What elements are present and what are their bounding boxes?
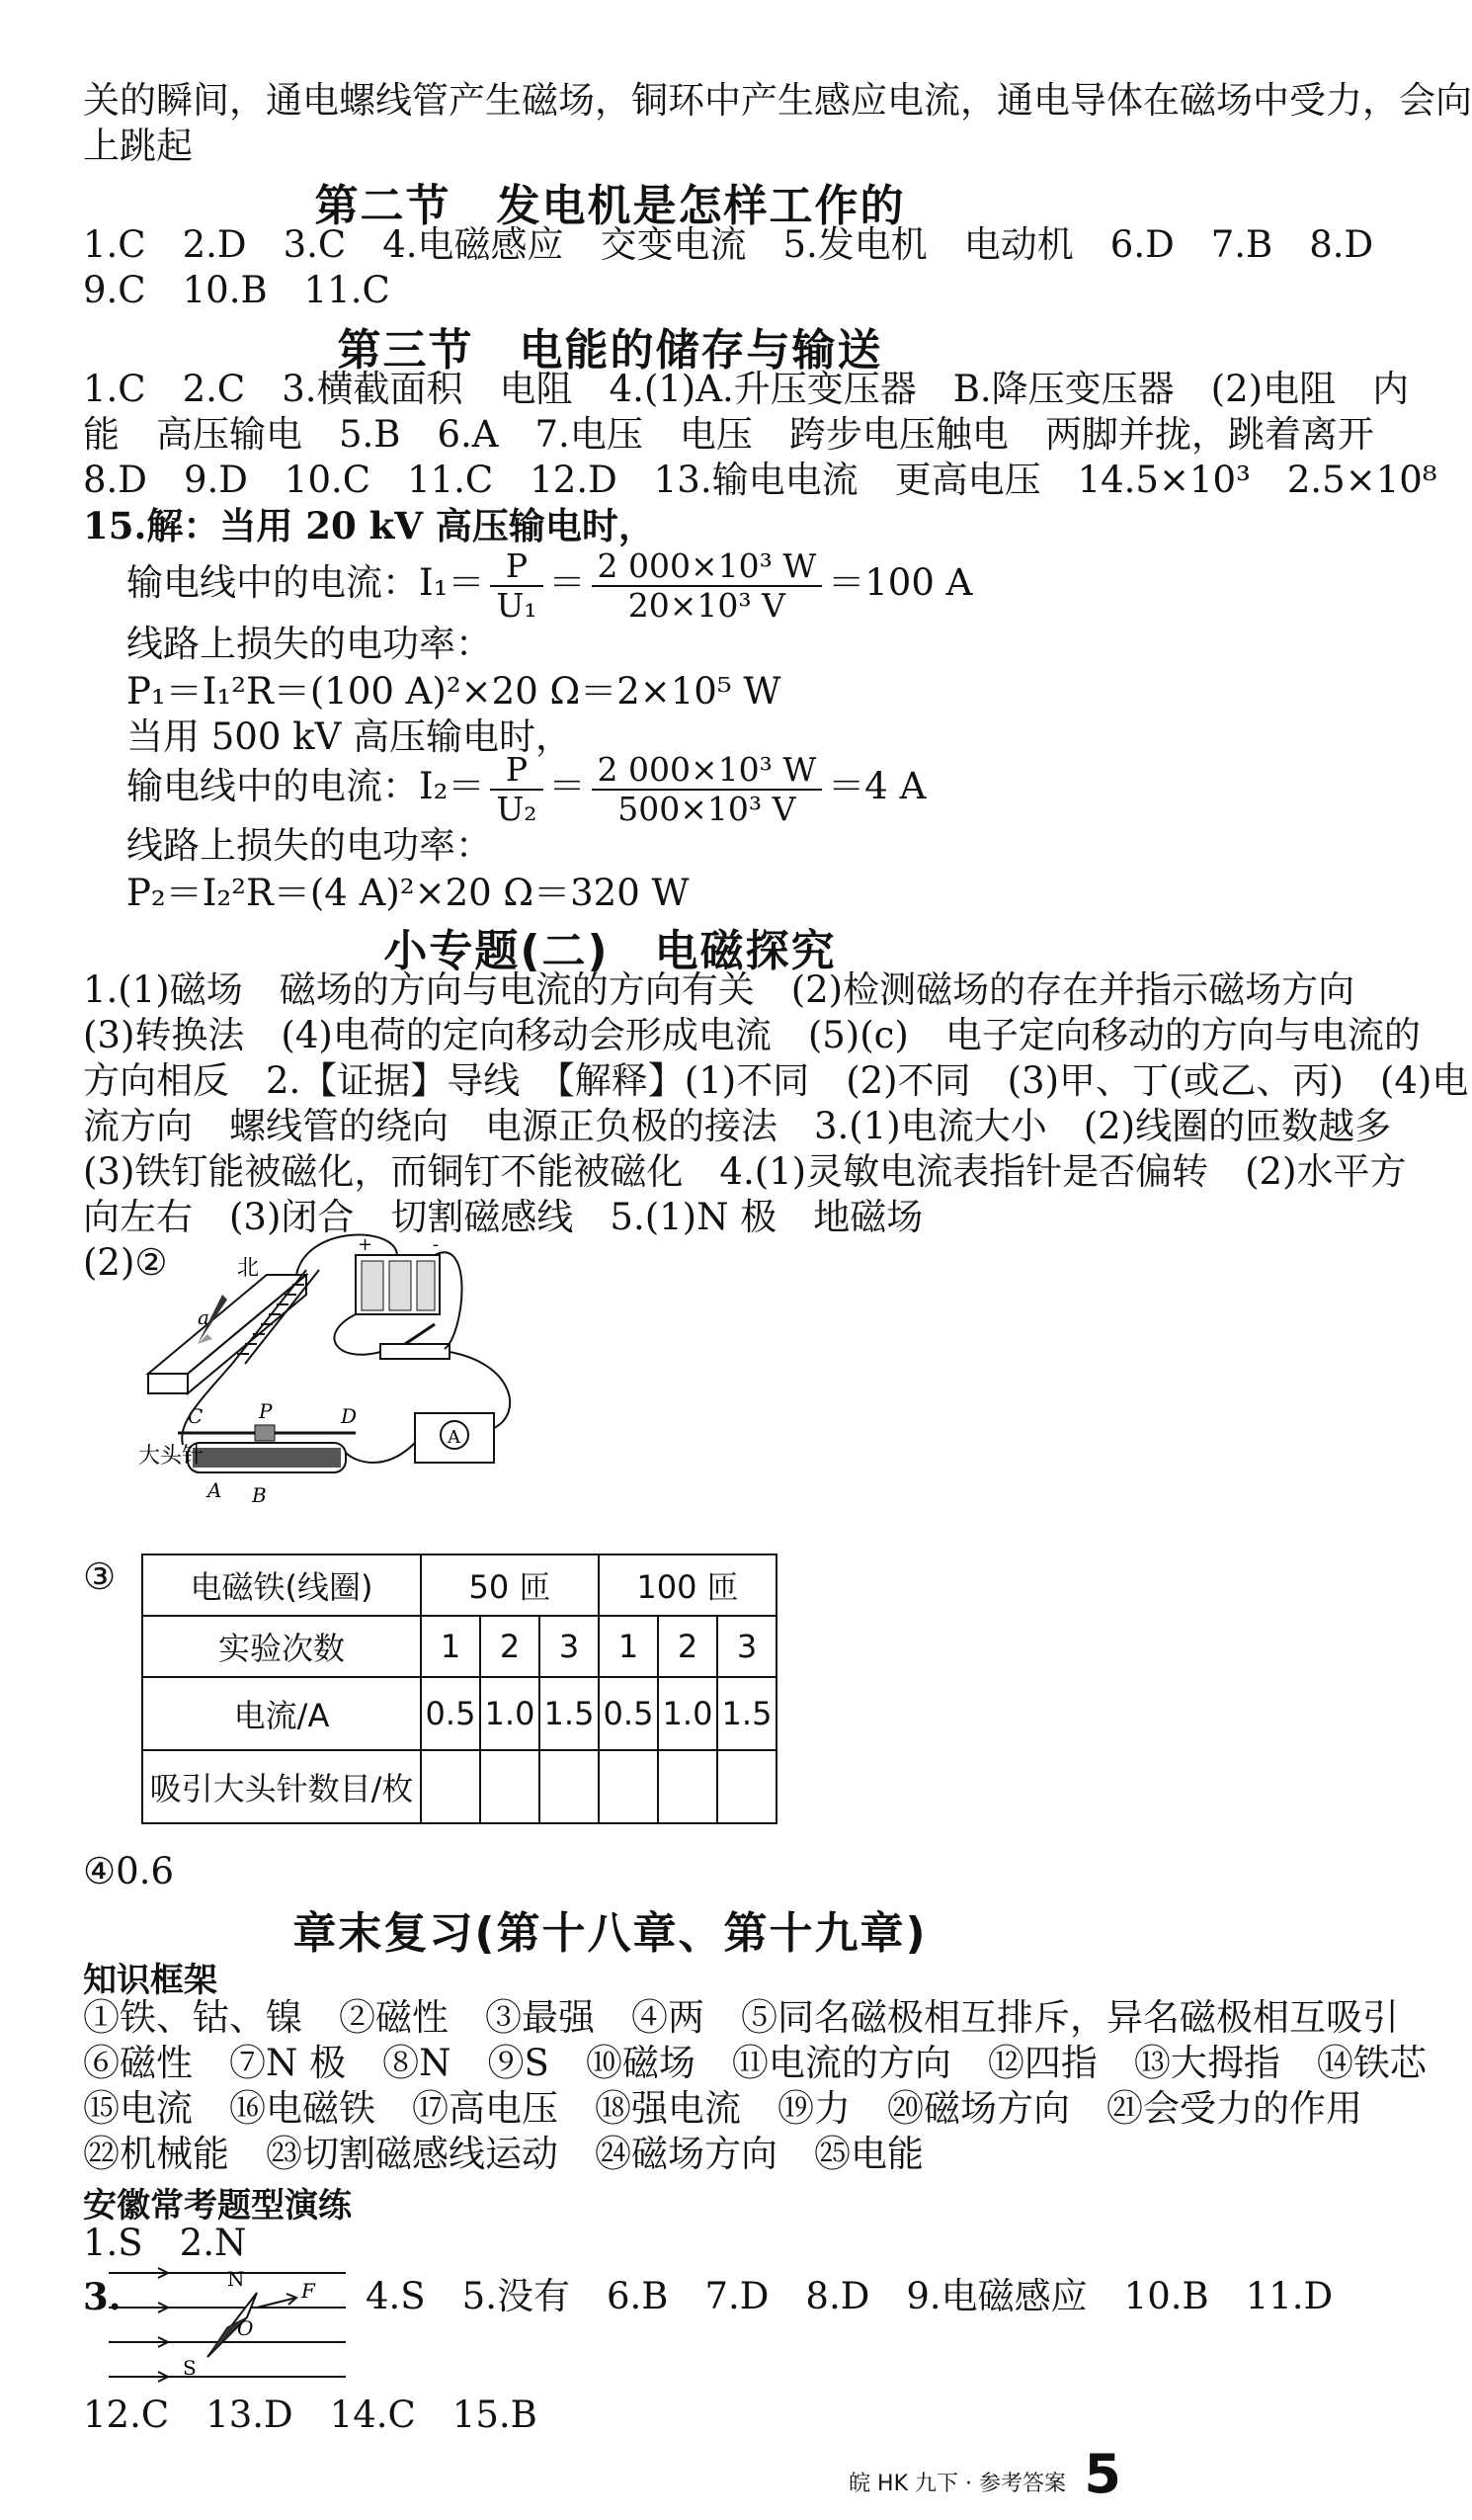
force-f: F: [301, 2279, 315, 2303]
framework-line-3: ⑮电流 ⑯电磁铁 ⑰高电压 ⑱强电流 ⑲力 ⑳磁场方向 ㉑会受力的作用: [83, 2087, 1362, 2130]
table-cell: [539, 1750, 599, 1823]
topic2-line-7: (2)②: [83, 1241, 168, 1284]
drill-answers-4-11: 4.S 5.没有 6.B 7.D 8.D 9.电磁感应 10.B 11.D: [366, 2275, 1334, 2317]
sec2-answers-1: 1.C 2.D 3.C 4.电磁感应 交变电流 5.发电机 电动机 6.D 7.B 8.D: [83, 223, 1374, 266]
north-label: 北: [237, 1256, 260, 1281]
drill-q3-label: 3.: [83, 2275, 122, 2318]
i1-fraction-2: [592, 547, 823, 625]
i1-fraction: [490, 547, 542, 625]
table-row-trial-label: 实验次数: [142, 1616, 421, 1677]
topic2-line-3: 方向相反 2.【证据】导线 【解释】(1)不同 (2)不同 (3)甲、丁(或乙、丙) (4)电: [83, 1059, 1469, 1102]
compass-s: S: [183, 2356, 197, 2380]
sec3-answers-3: 8.D 9.D 10.C 11.C 12.D 13.输电电流 更高电压 14.5×10³ 2.5×10⁸: [83, 459, 1437, 501]
i1-frac-den: U₁: [496, 585, 537, 625]
i2-frac2-den: 500×10³ V: [617, 789, 796, 828]
table-cell: 1.5: [539, 1677, 599, 1750]
compass-o: O: [237, 2316, 254, 2340]
table-cell: 0.5: [599, 1677, 658, 1750]
section-title-power-transmission: 第三节 电能的储存与输送: [337, 325, 883, 376]
topic2-line-4: 流方向 螺线管的绕向 电源正负极的接法 3.(1)电流大小 (2)线圈的匝数越多: [83, 1105, 1392, 1147]
table-header-50: 50 匝: [421, 1554, 599, 1616]
topic2-line-2: (3)转换法 (4)电荷的定向移动会形成电流 (5)(c) 电子定向移动的方向与电流的: [83, 1014, 1421, 1056]
i2-fraction-2: [592, 751, 823, 828]
table-cell: 1.0: [480, 1677, 539, 1750]
ammeter-label: A: [448, 1427, 460, 1448]
i1-prefix: 输电线中的电流：I₁＝: [126, 561, 485, 604]
circuit-diagram: [138, 1216, 583, 1522]
circled-4-answer: ④0.6: [83, 1850, 175, 1892]
table-cell: 1.0: [658, 1677, 717, 1750]
table-header-coil: 电磁铁(线圈): [142, 1554, 421, 1616]
table-cell: [421, 1750, 480, 1823]
table-cell: 2: [480, 1616, 539, 1677]
table-cell: [599, 1750, 658, 1823]
battery-plus: +: [358, 1234, 373, 1255]
table-cell: 0.5: [421, 1677, 480, 1750]
i2-frac-den: U₂: [496, 789, 537, 828]
drill-heading: 安徽常考题型演练: [83, 2186, 352, 2226]
table-row: [142, 1616, 777, 1677]
topic2-line-5: (3)铁钉能被磁化，而铜钉不能被磁化 4.(1)灵敏电流表指针是否偏转 (2)水平方: [83, 1150, 1407, 1193]
rheostat-c: C: [188, 1404, 204, 1428]
i1-result: ＝100 A: [828, 561, 973, 604]
table-cell: [658, 1750, 717, 1823]
table-cell: [480, 1750, 539, 1823]
table-cell: 3: [717, 1616, 777, 1677]
compass-field-diagram: [99, 2258, 356, 2387]
table-cell: 1: [599, 1616, 658, 1677]
compass-n: N: [227, 2267, 245, 2291]
sec3-q15: 15.解：当用 20 kV 高压输电时，: [83, 504, 655, 547]
topic2-line-1: 1.(1)磁场 磁场的方向与电流的方向有关 (2)检测磁场的存在并指示磁场方向: [83, 968, 1355, 1011]
loss-2-label: 线路上损失的电功率：: [126, 824, 492, 867]
framework-heading: 知识框架: [83, 1961, 217, 2000]
intro-line-2: 上跳起: [83, 125, 193, 167]
i1-eq: ＝: [548, 561, 586, 604]
topic2-line-6: 向左右 (3)闭合 切割磁感线 5.(1)N 极 地磁场: [83, 1196, 924, 1238]
section-title-chapter-review: 章末复习(第十八章、第十九章): [292, 1908, 928, 1959]
i1-frac2-den: 20×10³ V: [627, 585, 785, 625]
circled-3: ③: [83, 1555, 117, 1598]
i1-frac2-num: 2 000×10³ W: [592, 547, 823, 587]
i2-frac2-num: 2 000×10³ W: [592, 751, 823, 791]
needle-a-label: a: [198, 1305, 209, 1329]
table-cell: [717, 1750, 777, 1823]
pin-label: 大头针: [138, 1444, 204, 1469]
framework-line-2: ⑥磁性 ⑦N 极 ⑧N ⑨S ⑩磁场 ⑪电流的方向 ⑫四指 ⑬大拇指 ⑭铁芯: [83, 2042, 1427, 2084]
loss-1-label: 线路上损失的电功率：: [126, 623, 492, 665]
current-2-equation: [126, 747, 926, 828]
table-cell: 3: [539, 1616, 599, 1677]
case-500kv: 当用 500 kV 高压输电时，: [126, 715, 573, 758]
rheostat-b: B: [252, 1483, 267, 1507]
power-loss-1: P₁＝I₁²R＝(100 A)²×20 Ω＝2×10⁵ W: [126, 670, 781, 713]
footer-text: 皖 HK 九下 · 参考答案: [849, 2472, 1066, 2496]
section-title-em-topic: 小专题(二) 电磁探究: [383, 926, 837, 976]
i2-prefix: 输电线中的电流：I₂＝: [126, 765, 485, 807]
rheostat-d: D: [341, 1404, 358, 1428]
table-row: [142, 1750, 777, 1823]
table-cell: 1: [421, 1616, 480, 1677]
i2-eq: ＝: [548, 765, 586, 807]
table-cell: 1.5: [717, 1677, 777, 1750]
drill-answers-1: 1.S 2.N: [83, 2222, 247, 2264]
table-row-current-label: 电流/A: [142, 1677, 421, 1750]
rheostat-a: A: [207, 1478, 222, 1502]
i1-frac-num: P: [490, 547, 542, 587]
table-row: [142, 1677, 777, 1750]
table-row-pins-label: 吸引大头针数目/枚: [142, 1750, 421, 1823]
sec3-answers-2: 能 高压输电 5.B 6.A 7.电压 电压 跨步电压触电 两脚并拢，跳着离开: [83, 413, 1374, 456]
battery-minus: -: [433, 1234, 440, 1255]
power-loss-2: P₂＝I₂²R＝(4 A)²×20 Ω＝320 W: [126, 872, 690, 914]
i2-frac-num: P: [490, 751, 542, 791]
section-title-generator: 第二节 发电机是怎样工作的: [314, 181, 906, 231]
rheostat-p: P: [259, 1399, 273, 1423]
sec2-answers-2: 9.C 10.B 11.C: [83, 269, 390, 311]
intro-line-1: 关的瞬间，通电螺线管产生磁场，铜环中产生感应电流，通电导体在磁场中受力，会向: [83, 79, 1472, 122]
i2-fraction: [490, 751, 542, 828]
table-cell: 2: [658, 1616, 717, 1677]
page-number: 5: [1084, 2443, 1121, 2505]
experiment-table: [141, 1554, 777, 1824]
framework-line-1: ①铁、钴、镍 ②磁性 ③最强 ④两 ⑤同名磁极相互排斥，异名磁极相互吸引: [83, 1996, 1399, 2039]
table-header-100: 100 匝: [599, 1554, 777, 1616]
i2-result: ＝4 A: [828, 765, 927, 807]
drill-answers-12-15: 12.C 13.D 14.C 15.B: [83, 2394, 537, 2436]
table-row: [142, 1554, 777, 1616]
sec3-answers-1: 1.C 2.C 3.横截面积 电阻 4.(1)A.升压变压器 B.降压变压器 (2)电阻 内: [83, 368, 1410, 410]
framework-line-4: ㉒机械能 ㉓切割磁感线运动 ㉔磁场方向 ㉕电能: [83, 2133, 924, 2175]
current-1-equation: [126, 544, 972, 625]
